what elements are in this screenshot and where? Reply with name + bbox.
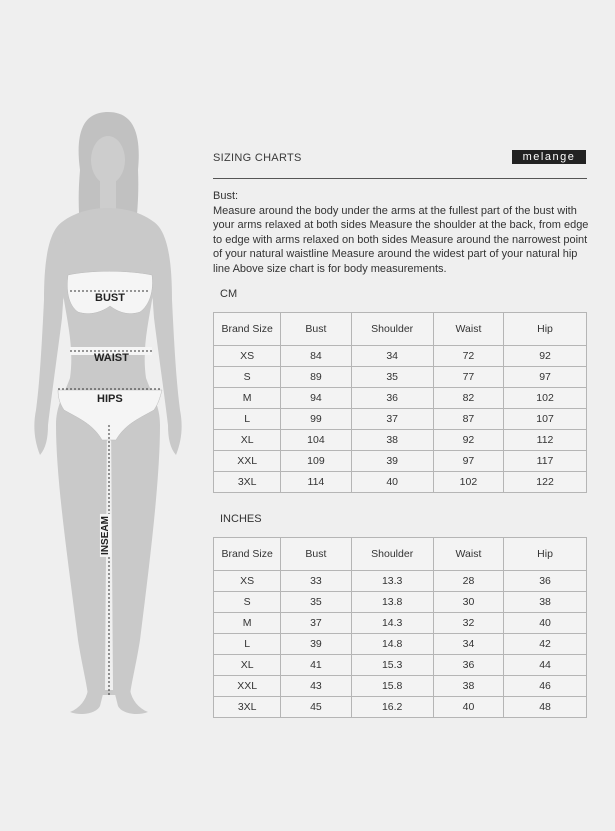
waist-cell: 28 (433, 571, 503, 592)
shoulder-cell: 38 (351, 430, 433, 451)
header-cell: Hip (504, 313, 587, 346)
waist-cell: 92 (433, 430, 503, 451)
header-cell: Shoulder (351, 538, 433, 571)
table-row (214, 697, 587, 718)
table-row (214, 388, 587, 409)
shoulder-cell: 36 (351, 388, 433, 409)
waist-label: WAIST (94, 352, 129, 364)
measurement-description (213, 189, 593, 276)
table-row (214, 409, 587, 430)
shoulder-cell: 39 (351, 451, 433, 472)
hip-cell: 122 (504, 472, 587, 493)
waist-cell: 87 (433, 409, 503, 430)
hip-cell: 92 (504, 346, 587, 367)
size-cell: L (214, 409, 281, 430)
bust-cell: 89 (281, 367, 351, 388)
hip-cell: 40 (504, 613, 587, 634)
table-row (214, 655, 587, 676)
shoulder-cell: 35 (351, 367, 433, 388)
waist-cell: 82 (433, 388, 503, 409)
table-row (214, 472, 587, 493)
bust-cell: 114 (281, 472, 351, 493)
waist-cell: 30 (433, 592, 503, 613)
header-cell: Waist (433, 313, 503, 346)
header-cell: Hip (504, 538, 587, 571)
description-heading: Bust: (213, 190, 239, 202)
table-row (214, 592, 587, 613)
shoulder-cell: 37 (351, 409, 433, 430)
inches-size-table (213, 537, 587, 718)
bust-cell: 39 (281, 634, 351, 655)
hips-label: HIPS (97, 393, 123, 405)
brand-logo: melange (512, 150, 586, 164)
body-figure-illustration (0, 0, 200, 831)
table-row (214, 451, 587, 472)
hip-cell: 117 (504, 451, 587, 472)
table-row (214, 634, 587, 655)
header-cell: Bust (281, 538, 351, 571)
table-row (214, 367, 587, 388)
shoulder-cell: 40 (351, 472, 433, 493)
size-cell: S (214, 367, 281, 388)
header-cell: Brand Size (214, 313, 281, 346)
size-cell: XS (214, 571, 281, 592)
cm-size-table (213, 312, 587, 493)
bust-cell: 43 (281, 676, 351, 697)
waist-cell: 36 (433, 655, 503, 676)
bust-cell: 104 (281, 430, 351, 451)
bust-cell: 99 (281, 409, 351, 430)
waist-cell: 77 (433, 367, 503, 388)
bust-cell: 94 (281, 388, 351, 409)
hip-cell: 36 (504, 571, 587, 592)
hip-cell: 46 (504, 676, 587, 697)
header-cell: Brand Size (214, 538, 281, 571)
table-row (214, 571, 587, 592)
table-header-row (214, 313, 587, 346)
cm-unit-label: CM (220, 288, 238, 300)
hip-cell: 42 (504, 634, 587, 655)
header-cell: Shoulder (351, 313, 433, 346)
waist-cell: 72 (433, 346, 503, 367)
waist-cell: 102 (433, 472, 503, 493)
size-cell: XL (214, 655, 281, 676)
hip-cell: 48 (504, 697, 587, 718)
header-divider (213, 178, 587, 179)
inseam-label: INSEAM (99, 516, 111, 555)
table-row (214, 430, 587, 451)
size-cell: 3XL (214, 472, 281, 493)
table-row (214, 613, 587, 634)
table-row (214, 346, 587, 367)
page-title: SIZING CHARTS (213, 152, 302, 164)
hip-cell: 97 (504, 367, 587, 388)
hip-cell: 44 (504, 655, 587, 676)
size-cell: M (214, 388, 281, 409)
waist-cell: 40 (433, 697, 503, 718)
bust-cell: 33 (281, 571, 351, 592)
size-cell: L (214, 634, 281, 655)
table-header-row (214, 538, 587, 571)
waist-cell: 32 (433, 613, 503, 634)
description-text: Measure around the body under the arms at the fullest part of the bust with your arms relaxed at both sides Measure the shoulder at the back, from edge to edge with arms relaxed on both sides Measure around the narrowest point of your natural waistline Measure around the widest part of your natural hip line Above size chart is for body measurements. (213, 204, 589, 275)
shoulder-cell: 15.3 (351, 655, 433, 676)
size-cell: XXL (214, 676, 281, 697)
shoulder-cell: 13.8 (351, 592, 433, 613)
bust-cell: 45 (281, 697, 351, 718)
shoulder-cell: 14.8 (351, 634, 433, 655)
size-cell: XS (214, 346, 281, 367)
hip-cell: 107 (504, 409, 587, 430)
waist-cell: 97 (433, 451, 503, 472)
waist-cell: 38 (433, 676, 503, 697)
hip-cell: 112 (504, 430, 587, 451)
shoulder-cell: 14.3 (351, 613, 433, 634)
bust-cell: 37 (281, 613, 351, 634)
shoulder-cell: 13.3 (351, 571, 433, 592)
bust-cell: 41 (281, 655, 351, 676)
size-cell: S (214, 592, 281, 613)
size-cell: XXL (214, 451, 281, 472)
shoulder-cell: 34 (351, 346, 433, 367)
hip-cell: 38 (504, 592, 587, 613)
inches-unit-label: INCHES (220, 513, 262, 525)
table-row (214, 676, 587, 697)
size-cell: XL (214, 430, 281, 451)
bust-cell: 84 (281, 346, 351, 367)
size-cell: 3XL (214, 697, 281, 718)
size-cell: M (214, 613, 281, 634)
header-cell: Waist (433, 538, 503, 571)
shoulder-cell: 15.8 (351, 676, 433, 697)
bust-label: BUST (95, 292, 125, 304)
hip-cell: 102 (504, 388, 587, 409)
waist-cell: 34 (433, 634, 503, 655)
shoulder-cell: 16.2 (351, 697, 433, 718)
bust-cell: 109 (281, 451, 351, 472)
bust-cell: 35 (281, 592, 351, 613)
header-cell: Bust (281, 313, 351, 346)
